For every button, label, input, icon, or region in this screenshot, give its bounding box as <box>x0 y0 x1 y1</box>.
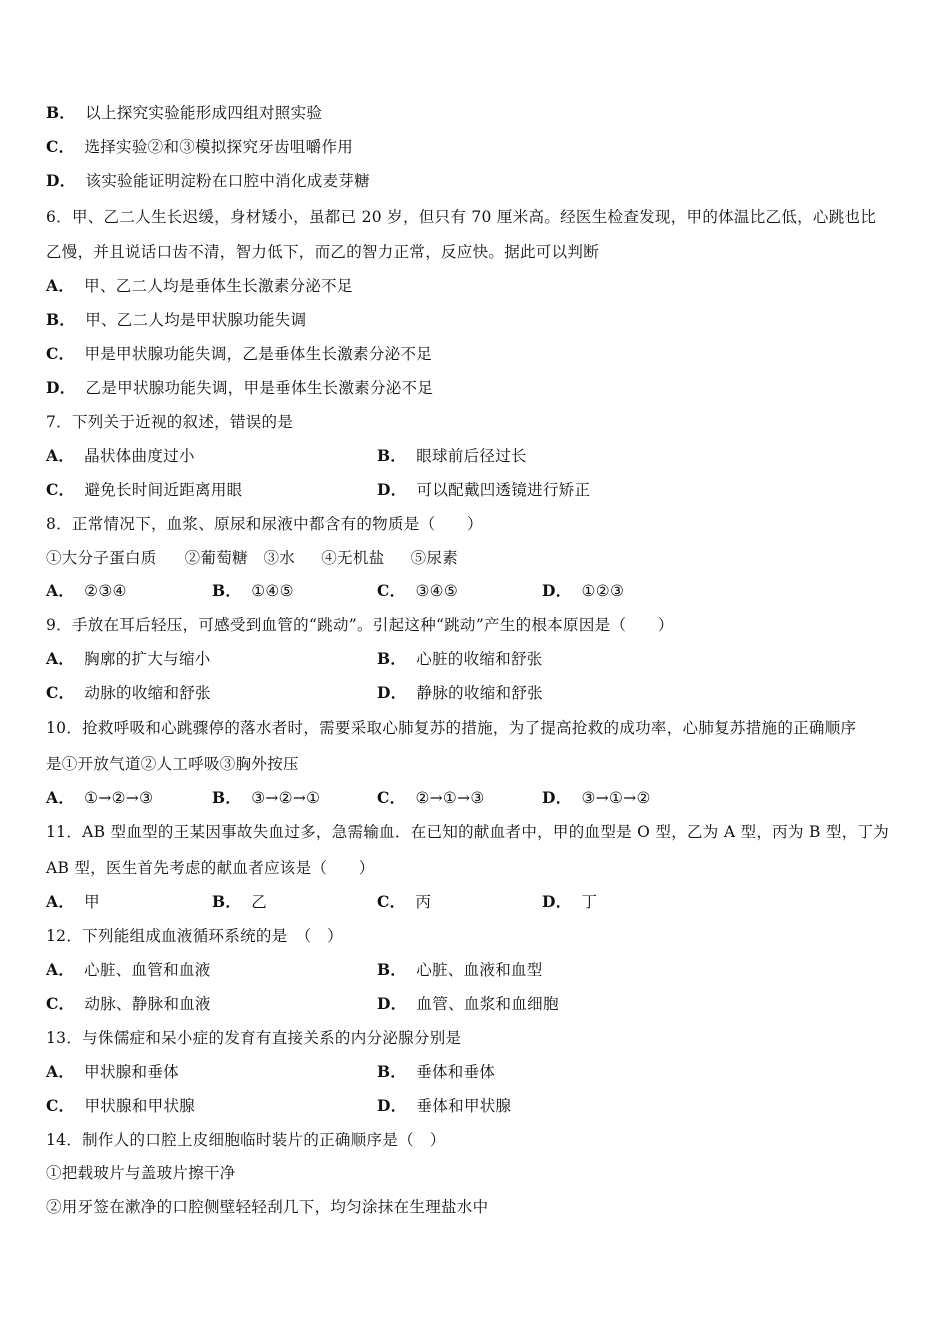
option-label: D． <box>542 892 572 911</box>
option-text: ③→①→② <box>581 789 651 807</box>
q12-option-d <box>377 992 559 1014</box>
q8-option-a <box>46 579 127 601</box>
q8-item: ④无机盐 <box>321 549 385 567</box>
option-text: 甲状腺和甲状腺 <box>84 1097 196 1115</box>
option-text: 以上探究实验能形成四组对照实验 <box>85 104 323 122</box>
option-text: 心脏、血液和血型 <box>416 961 543 979</box>
q14-stem: 14．制作人的口腔上皮细胞临时装片的正确顺序是（ ） <box>46 1131 446 1149</box>
q11-option-b <box>212 890 267 912</box>
option-text: 动脉的收缩和舒张 <box>84 684 211 702</box>
option-label: A． <box>46 788 75 807</box>
q13-option-a <box>46 1060 179 1082</box>
q13-stem: 13．与侏儒症和呆小症的发育有直接关系的内分泌腺分别是 <box>46 1029 462 1047</box>
q6-option-d <box>46 376 433 398</box>
q9-option-a <box>46 647 211 669</box>
q8-option-b <box>212 579 294 601</box>
option-label: B． <box>377 649 407 668</box>
option-label: C． <box>46 994 75 1013</box>
q8-item: ①大分子蛋白质 <box>46 549 157 567</box>
option-label: B． <box>212 788 242 807</box>
option-text: 静脉的收缩和舒张 <box>416 684 543 702</box>
option-text: 心脏、血管和血液 <box>84 961 211 979</box>
option-label: B． <box>377 446 407 465</box>
option-label: C． <box>46 480 75 499</box>
option-label: A． <box>46 960 75 979</box>
q10-option-d <box>542 786 651 808</box>
option-label: C． <box>46 683 75 702</box>
q9-option-c <box>46 681 211 703</box>
option-text: 丙 <box>415 893 432 911</box>
q11-option-d <box>542 890 597 912</box>
option-label: A． <box>46 581 75 600</box>
q13-option-b <box>377 1060 495 1082</box>
option-label: D． <box>542 788 572 807</box>
q7-option-a <box>46 444 195 466</box>
option-label: A． <box>46 1062 75 1081</box>
option-text: ③④⑤ <box>415 582 459 600</box>
option-text: 乙是甲状腺功能失调，甲是垂体生长激素分泌不足 <box>85 379 434 397</box>
q7-option-c <box>46 478 242 500</box>
q11-stem-line2: AB 型，医生首先考虑的献血者应该是（ ） <box>46 859 375 877</box>
q7-option-d <box>377 478 590 500</box>
option-text: 心脏的收缩和舒张 <box>416 650 543 668</box>
q14-step: ①把载玻片与盖玻片擦干净 <box>46 1164 236 1182</box>
option-text: 丁 <box>581 893 598 911</box>
option-text: 避免长时间近距离用眼 <box>84 481 243 499</box>
option-label: B． <box>46 103 76 122</box>
option-label: D． <box>377 994 407 1013</box>
option-label: C． <box>377 892 406 911</box>
option-label: D． <box>542 581 572 600</box>
option-text: 胸廓的扩大与缩小 <box>84 650 211 668</box>
q6-option-a <box>46 274 353 296</box>
option-label: C． <box>377 581 406 600</box>
q7-option-b <box>377 444 527 466</box>
q13-option-c <box>46 1094 195 1116</box>
q8-item: ②葡萄糖 <box>184 549 248 567</box>
option-label: D． <box>377 1096 407 1115</box>
q10-option-a <box>46 786 153 808</box>
q9-stem: 9．手放在耳后轻压，可感受到血管的“跳动”。引起这种“跳动”产生的根本原因是（ ） <box>46 616 674 634</box>
option-text: 垂体和垂体 <box>416 1063 496 1081</box>
option-text: 甲 <box>84 893 100 911</box>
q8-option-c <box>377 579 458 601</box>
q5-option-d <box>46 169 370 191</box>
option-label: C． <box>46 344 75 363</box>
q11-option-a <box>46 890 100 912</box>
q6-stem-line1: 6．甲、乙二人生长迟缓，身材矮小，虽都已 20 岁，但只有 70 厘米高。经医生检查发现，甲的体温比乙低，心跳也比 <box>46 208 877 226</box>
option-text: 甲、乙二人均是甲状腺功能失调 <box>85 311 307 329</box>
option-text: 甲是甲状腺功能失调，乙是垂体生长激素分泌不足 <box>84 345 433 363</box>
q13-option-d <box>377 1094 511 1116</box>
option-label: A． <box>46 446 75 465</box>
q5-option-c <box>46 135 353 157</box>
option-label: D． <box>46 378 76 397</box>
option-text: 选择实验②和③模拟探究牙齿咀嚼作用 <box>84 138 354 156</box>
option-text: ②③④ <box>84 582 127 600</box>
option-label: D． <box>377 683 407 702</box>
option-text: 可以配戴凹透镜进行矫正 <box>416 481 591 499</box>
option-text: 血管、血浆和血细胞 <box>416 995 559 1013</box>
q10-stem-line1: 10．抢救呼吸和心跳骤停的落水者时，需要采取心肺复苏的措施，为了提高抢救的成功率，心肺复苏措施的正确顺序 <box>46 719 857 737</box>
option-text: ①→②→③ <box>84 789 154 807</box>
option-text: 该实验能证明淀粉在口腔中消化成麦芽糖 <box>85 172 370 190</box>
option-text: ③→②→① <box>251 789 321 807</box>
q9-option-d <box>377 681 543 703</box>
option-label: C． <box>46 137 75 156</box>
option-text: 眼球前后径过长 <box>416 447 527 465</box>
option-text: ①④⑤ <box>251 582 294 600</box>
q5-option-b <box>46 101 322 123</box>
q6-option-b <box>46 308 306 330</box>
option-label: C． <box>46 1096 75 1115</box>
q8-item: ③水 <box>263 549 296 567</box>
q6-option-c <box>46 342 432 364</box>
option-text: 甲状腺和垂体 <box>84 1063 179 1081</box>
option-text: 晶状体曲度过小 <box>84 447 195 465</box>
option-label: B． <box>212 581 242 600</box>
q8-items <box>46 546 458 568</box>
option-label: A． <box>46 892 75 911</box>
q8-option-d <box>542 579 624 601</box>
q10-option-b <box>212 786 320 808</box>
option-label: B． <box>212 892 242 911</box>
option-label: B． <box>46 310 76 329</box>
option-label: C． <box>377 788 406 807</box>
option-text: 垂体和甲状腺 <box>416 1097 512 1115</box>
q12-option-c <box>46 992 211 1014</box>
q9-option-b <box>377 647 543 669</box>
q7-stem: 7．下列关于近视的叙述，错误的是 <box>46 413 294 431</box>
option-text: ①②③ <box>581 582 625 600</box>
option-label: A． <box>46 276 75 295</box>
q8-item: ⑤尿素 <box>410 549 458 567</box>
option-text: 甲、乙二人均是垂体生长激素分泌不足 <box>84 277 353 295</box>
option-label: D． <box>377 480 407 499</box>
option-text: 乙 <box>251 893 268 911</box>
option-label: B． <box>377 1062 407 1081</box>
option-label: B． <box>377 960 407 979</box>
q12-option-b <box>377 958 543 980</box>
option-text: 动脉、静脉和血液 <box>84 995 211 1013</box>
q11-stem-line1: 11．AB 型血型的王某因事故失血过多，急需输血．在已知的献血者中，甲的血型是 O 型，乙为 A 型，丙为 B 型，丁为 <box>46 823 890 841</box>
q10-stem-line2: 是①开放气道②人工呼吸③胸外按压 <box>46 755 299 773</box>
option-text: ②→①→③ <box>415 789 485 807</box>
option-label: A． <box>46 649 75 668</box>
q8-stem: 8．正常情况下，血浆、原尿和尿液中都含有的物质是（ ） <box>46 515 483 533</box>
q11-option-c <box>377 890 431 912</box>
q10-option-c <box>377 786 485 808</box>
q14-step: ②用牙签在漱净的口腔侧壁轻轻刮几下，均匀涂抹在生理盐水中 <box>46 1198 489 1216</box>
option-label: D． <box>46 171 76 190</box>
q12-stem: 12．下列能组成血液循环系统的是 （ ） <box>46 927 343 945</box>
q12-option-a <box>46 958 211 980</box>
q6-stem-line2: 乙慢，并且说话口齿不清，智力低下，而乙的智力正常，反应快。据此可以判断 <box>46 243 600 261</box>
